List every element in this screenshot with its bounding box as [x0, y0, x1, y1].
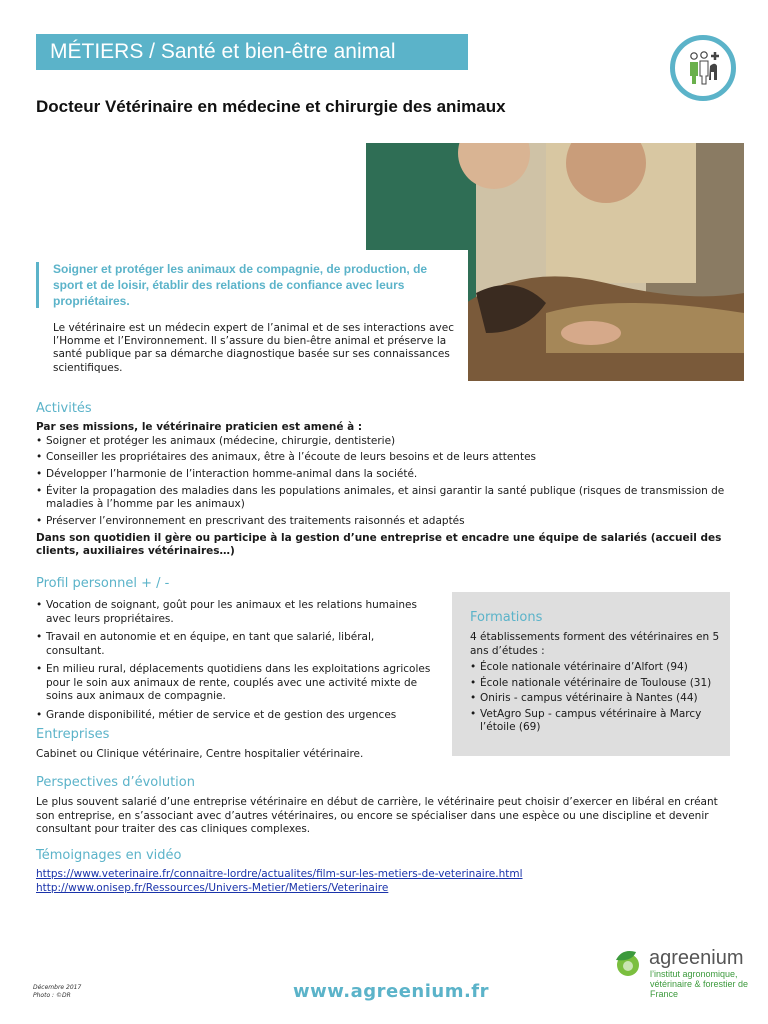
entreprises-text: Cabinet ou Clinique vétérinaire, Centre hospitalier vétérinaire. [36, 748, 364, 760]
entreprises-heading: Entreprises [36, 727, 110, 742]
formations-list [470, 661, 722, 735]
activites-lead: Par ses missions, le vétérinaire praticien est amené à : [36, 421, 363, 433]
list-item: • École nationale vétérinaire de Toulouse (31) [470, 677, 722, 691]
photo-credit: Photo : ©DR [33, 992, 71, 999]
profil-list [36, 599, 432, 722]
activites-closing: Dans son quotidien il gère ou participe à la gestion d’une entreprise et encadre une équipe de salariés (accueil des clients, auxiliaires vétérinaires…) [36, 531, 722, 558]
people-and-animal-icon [670, 35, 736, 101]
formations-intro: 4 établissements forment des vétérinaires en 5 ans d’études : [470, 631, 720, 657]
list-item: • Grande disponibilité, métier de service et de gestion des urgences [36, 709, 432, 723]
list-item: • VetAgro Sup - campus vétérinaire à Marcy l’étoile (69) [470, 708, 722, 735]
list-item: • Vocation de soignant, goût pour les animaux et les relations humaines avec leurs propriétaires. [36, 599, 432, 626]
temoignages-heading: Témoignages en vidéo [36, 848, 182, 863]
perspectives-text: Le plus souvent salarié d’une entreprise vétérinaire en début de carrière, le vétérinaire peut choisir d’exercer en libéral en créant son entreprise, en s’associant avec d’autres vétérinaires, ou encore se spécialiser dans une espèce ou une discipline et devenir consultant pour traiter des cas cliniques complexes. [36, 796, 718, 835]
profil-section [36, 599, 432, 727]
profil-heading: Profil personnel + / - [36, 576, 170, 591]
list-item: • En milieu rural, déplacements quotidiens dans les exploitations agricoles pour le soin aux animaux de rente, couplés avec une activité mixte de soins aux animaux de compagnie. [36, 663, 432, 704]
list-item: • Soigner et protéger les animaux (médecine, chirurgie, dentisterie) [36, 435, 726, 449]
activites-list [36, 435, 726, 529]
list-item: • Éviter la propagation des maladies dans les populations animales, et ainsi garantir la santé publique (risques de transmission de maladies à l’homme par les animaux) [36, 485, 726, 512]
intro-lead: Soigner et protéger les animaux de compagnie, de production, de sport et de loisir, établir des relations de confiance avec leurs propriétaires. [53, 262, 428, 308]
agreenium-leaf-icon [612, 948, 640, 978]
website-link[interactable]: www.agreenium.fr [293, 981, 489, 1002]
footer-date: Décembre 2017 [33, 984, 82, 991]
list-item: • Développer l’harmonie de l’interaction homme-animal dans la société. [36, 468, 726, 482]
accent-bar [36, 262, 39, 308]
category-banner: MÉTIERS / Santé et bien-être animal [36, 34, 468, 70]
formations-box [452, 592, 730, 756]
video-link-onisep[interactable]: http://www.onisep.fr/Ressources/Univers-Metier/Metiers/Veterinaire [36, 881, 389, 894]
list-item: • Préserver l’environnement en prescrivant des traitements raisonnés et adaptés [36, 515, 726, 529]
temoignages-links [36, 868, 728, 895]
perspectives-heading: Perspectives d’évolution [36, 775, 195, 790]
list-item: • École nationale vétérinaire d’Alfort (94) [470, 661, 722, 675]
list-item: • Travail en autonomie et en équipe, en tant que salarié, libéral, consultant. [36, 631, 432, 658]
intro-text: Le vétérinaire est un médecin expert de l’animal et de ses interactions avec l’Homme et l’Environnement. Il s’assure du bien-être animal et préserve la santé publique par sa démarche diagnostique basée sur ses connaissances scientifiques. [53, 322, 454, 374]
agreenium-tagline: l’institut agronomique, vétérinaire & forestier de France [650, 969, 749, 999]
video-link-veterinaire[interactable]: https://www.veterinaire.fr/connaitre-lordre/actualites/film-sur-les-metiers-de-veterinaire.html [36, 868, 523, 880]
activites-section [36, 421, 726, 559]
activites-heading: Activités [36, 401, 92, 416]
page-title: Docteur Vétérinaire en médecine et chirurgie des animaux [36, 97, 506, 116]
list-item: • Oniris - campus vétérinaire à Nantes (44) [470, 692, 722, 706]
formations-heading: Formations [470, 610, 543, 625]
footer-credits [33, 984, 81, 1000]
agreenium-brand: agreenium [649, 947, 744, 969]
list-item: • Conseiller les propriétaires des animaux, être à l’écoute de leurs besoins et de leurs attentes [36, 451, 726, 465]
